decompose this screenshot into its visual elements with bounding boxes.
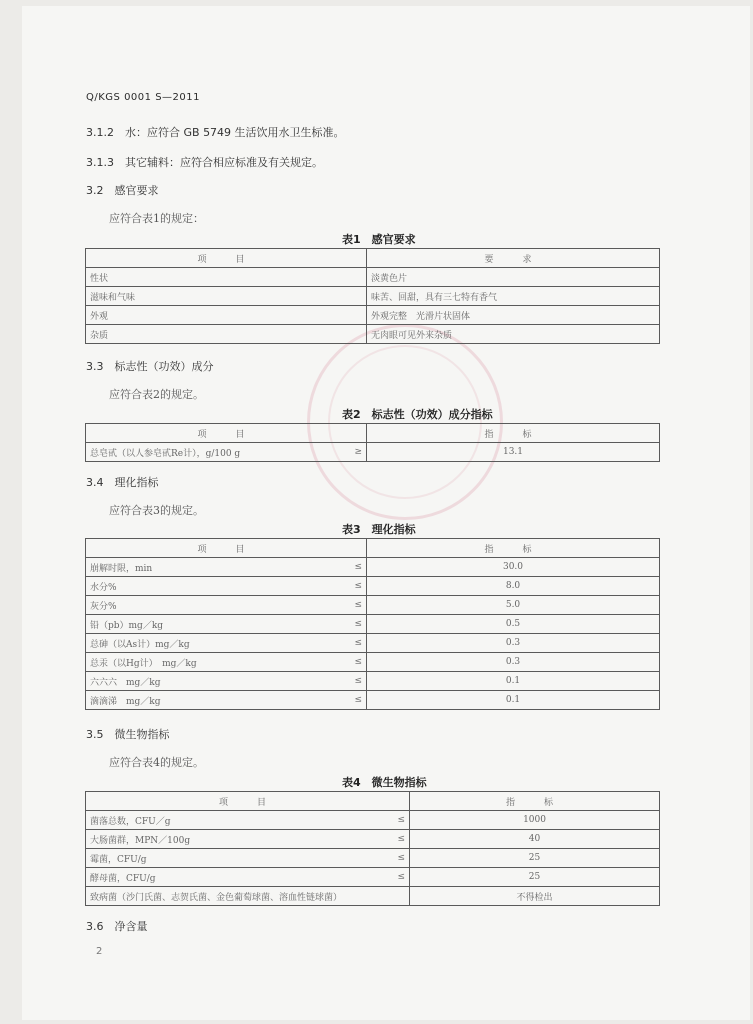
comparison-symbol: ≤ xyxy=(384,849,410,868)
table-cell: 致病菌（沙门氏菌、志贺氏菌、金色葡萄球菌、溶血性链球菌） xyxy=(86,887,410,906)
section-title: 理化指标 xyxy=(114,476,159,489)
table-row xyxy=(86,691,660,710)
table-cell: 性状 xyxy=(86,268,367,287)
comparison-symbol: ≤ xyxy=(341,558,367,577)
table-cell: 杂质 xyxy=(86,325,367,344)
table-cell-value: 25 xyxy=(410,849,660,868)
section-number: 3.3 xyxy=(86,360,104,373)
table-row xyxy=(86,887,660,906)
table-cell: 外观完整 光滑片状固体 xyxy=(367,306,660,325)
col-header-item: 项 目 xyxy=(86,539,367,558)
table1-sensory xyxy=(85,248,660,344)
table-cell: 崩解时限，min xyxy=(86,558,341,577)
table-row xyxy=(86,811,660,830)
col-header-index: 指 标 xyxy=(367,539,660,558)
section-3-6-heading xyxy=(86,918,148,934)
table-cell-value: 40 xyxy=(410,830,660,849)
table-header-row xyxy=(86,539,660,558)
table-row xyxy=(86,634,660,653)
table-cell-value: 5.0 xyxy=(367,596,660,615)
page-number: 2 xyxy=(96,946,103,957)
table-cell-value: 0.1 xyxy=(367,691,660,710)
table-cell: 六六六 mg／kg xyxy=(86,672,341,691)
table-cell-value: 不得检出 xyxy=(410,887,660,906)
section-3-2-paragraph: 应符合表1的规定： xyxy=(109,212,204,225)
col-header-item: 项 目 xyxy=(86,424,367,443)
col-header-index: 指 标 xyxy=(367,424,660,443)
table-row xyxy=(86,268,660,287)
table-cell: 菌落总数，CFU／g xyxy=(86,811,384,830)
table-cell: 酵母菌，CFU/g xyxy=(86,868,384,887)
comparison-symbol: ≥ xyxy=(341,443,367,462)
table-cell: 味苦、回甜，具有三七特有香气 xyxy=(367,287,660,306)
table-row xyxy=(86,596,660,615)
section-3-3-heading xyxy=(86,358,214,374)
table-row xyxy=(86,287,660,306)
table-row xyxy=(86,653,660,672)
section-title: 净含量 xyxy=(114,920,148,933)
table3-caption: 表3 理化指标 xyxy=(342,523,416,536)
table-cell: 总皂甙（以人参皂甙Re计），g/100 g xyxy=(86,443,341,462)
table-cell: 总砷（以As计）mg／kg xyxy=(86,634,341,653)
table-cell: 滋味和气味 xyxy=(86,287,367,306)
table2-caption: 表2 标志性（功效）成分指标 xyxy=(342,408,493,421)
table-header-row xyxy=(86,249,660,268)
table-cell-value: 0.3 xyxy=(367,634,660,653)
table-cell: 灰分% xyxy=(86,596,341,615)
table-row xyxy=(86,849,660,868)
table-cell-value: 25 xyxy=(410,868,660,887)
clause-text: 其它辅料：应符合相应标准及有关规定。 xyxy=(125,156,323,169)
table2-marker-ingredient xyxy=(85,423,660,462)
section-3-5-paragraph: 应符合表4的规定。 xyxy=(109,756,204,769)
table-cell: 霉菌，CFU/g xyxy=(86,849,384,868)
table4-caption: 表4 微生物指标 xyxy=(342,776,427,789)
table-cell: 淡黄色片 xyxy=(367,268,660,287)
clause-3-1-2 xyxy=(86,124,345,140)
table-row xyxy=(86,615,660,634)
section-number: 3.6 xyxy=(86,920,104,933)
section-number: 3.2 xyxy=(86,184,104,197)
clause-number: 3.1.2 xyxy=(86,126,114,139)
section-title: 微生物指标 xyxy=(114,728,170,741)
table4-microbiological xyxy=(85,791,660,906)
clause-text: 水：应符合 GB 5749 生活饮用水卫生标准。 xyxy=(125,126,345,139)
table-row xyxy=(86,577,660,596)
table-row xyxy=(86,830,660,849)
document-page xyxy=(22,6,750,1020)
table-header-row xyxy=(86,792,660,811)
table-cell: 水分% xyxy=(86,577,341,596)
section-3-3-paragraph: 应符合表2的规定。 xyxy=(109,388,204,401)
section-title: 标志性（功效）成分 xyxy=(114,360,214,373)
comparison-symbol: ≤ xyxy=(341,615,367,634)
comparison-symbol: ≤ xyxy=(384,868,410,887)
table-row xyxy=(86,868,660,887)
table-cell: 滴滴涕 mg／kg xyxy=(86,691,341,710)
table-cell-value: 13.1 xyxy=(367,443,660,462)
section-title: 感官要求 xyxy=(114,184,159,197)
table-cell: 总汞（以Hg计） mg／kg xyxy=(86,653,341,672)
comparison-symbol: ≤ xyxy=(341,691,367,710)
standard-number: Q/KGS 0001 S—2011 xyxy=(86,92,200,103)
comparison-symbol: ≤ xyxy=(341,653,367,672)
table-cell-value: 1000 xyxy=(410,811,660,830)
col-header-index: 指 标 xyxy=(410,792,660,811)
table-cell-value: 0.3 xyxy=(367,653,660,672)
section-3-5-heading xyxy=(86,726,170,742)
section-3-4-paragraph: 应符合表3的规定。 xyxy=(109,504,204,517)
comparison-symbol: ≤ xyxy=(341,596,367,615)
table-row xyxy=(86,558,660,577)
table-row xyxy=(86,306,660,325)
section-3-4-heading xyxy=(86,474,159,490)
table-cell: 外观 xyxy=(86,306,367,325)
table3-physicochemical xyxy=(85,538,660,710)
table-cell: 大肠菌群，MPN／100g xyxy=(86,830,384,849)
table-cell-value: 8.0 xyxy=(367,577,660,596)
table-cell-value: 0.1 xyxy=(367,672,660,691)
red-seal-stamp xyxy=(307,324,503,520)
col-header-requirement: 要 求 xyxy=(367,249,660,268)
section-number: 3.5 xyxy=(86,728,104,741)
clause-number: 3.1.3 xyxy=(86,156,114,169)
comparison-symbol: ≤ xyxy=(341,672,367,691)
table1-caption: 表1 感官要求 xyxy=(342,233,416,246)
comparison-symbol: ≤ xyxy=(384,811,410,830)
comparison-symbol: ≤ xyxy=(341,634,367,653)
col-header-item: 项 目 xyxy=(86,249,367,268)
col-header-item: 项 目 xyxy=(86,792,410,811)
section-3-2-heading xyxy=(86,182,159,198)
section-number: 3.4 xyxy=(86,476,104,489)
table-cell: 铅（pb）mg／kg xyxy=(86,615,341,634)
table-row xyxy=(86,325,660,344)
table-cell: 无肉眼可见外来杂质 xyxy=(367,325,660,344)
clause-3-1-3 xyxy=(86,154,323,170)
table-header-row xyxy=(86,424,660,443)
table-cell-value: 0.5 xyxy=(367,615,660,634)
comparison-symbol: ≤ xyxy=(341,577,367,596)
comparison-symbol: ≤ xyxy=(384,830,410,849)
table-cell-value: 30.0 xyxy=(367,558,660,577)
table-row xyxy=(86,672,660,691)
table-row xyxy=(86,443,660,462)
